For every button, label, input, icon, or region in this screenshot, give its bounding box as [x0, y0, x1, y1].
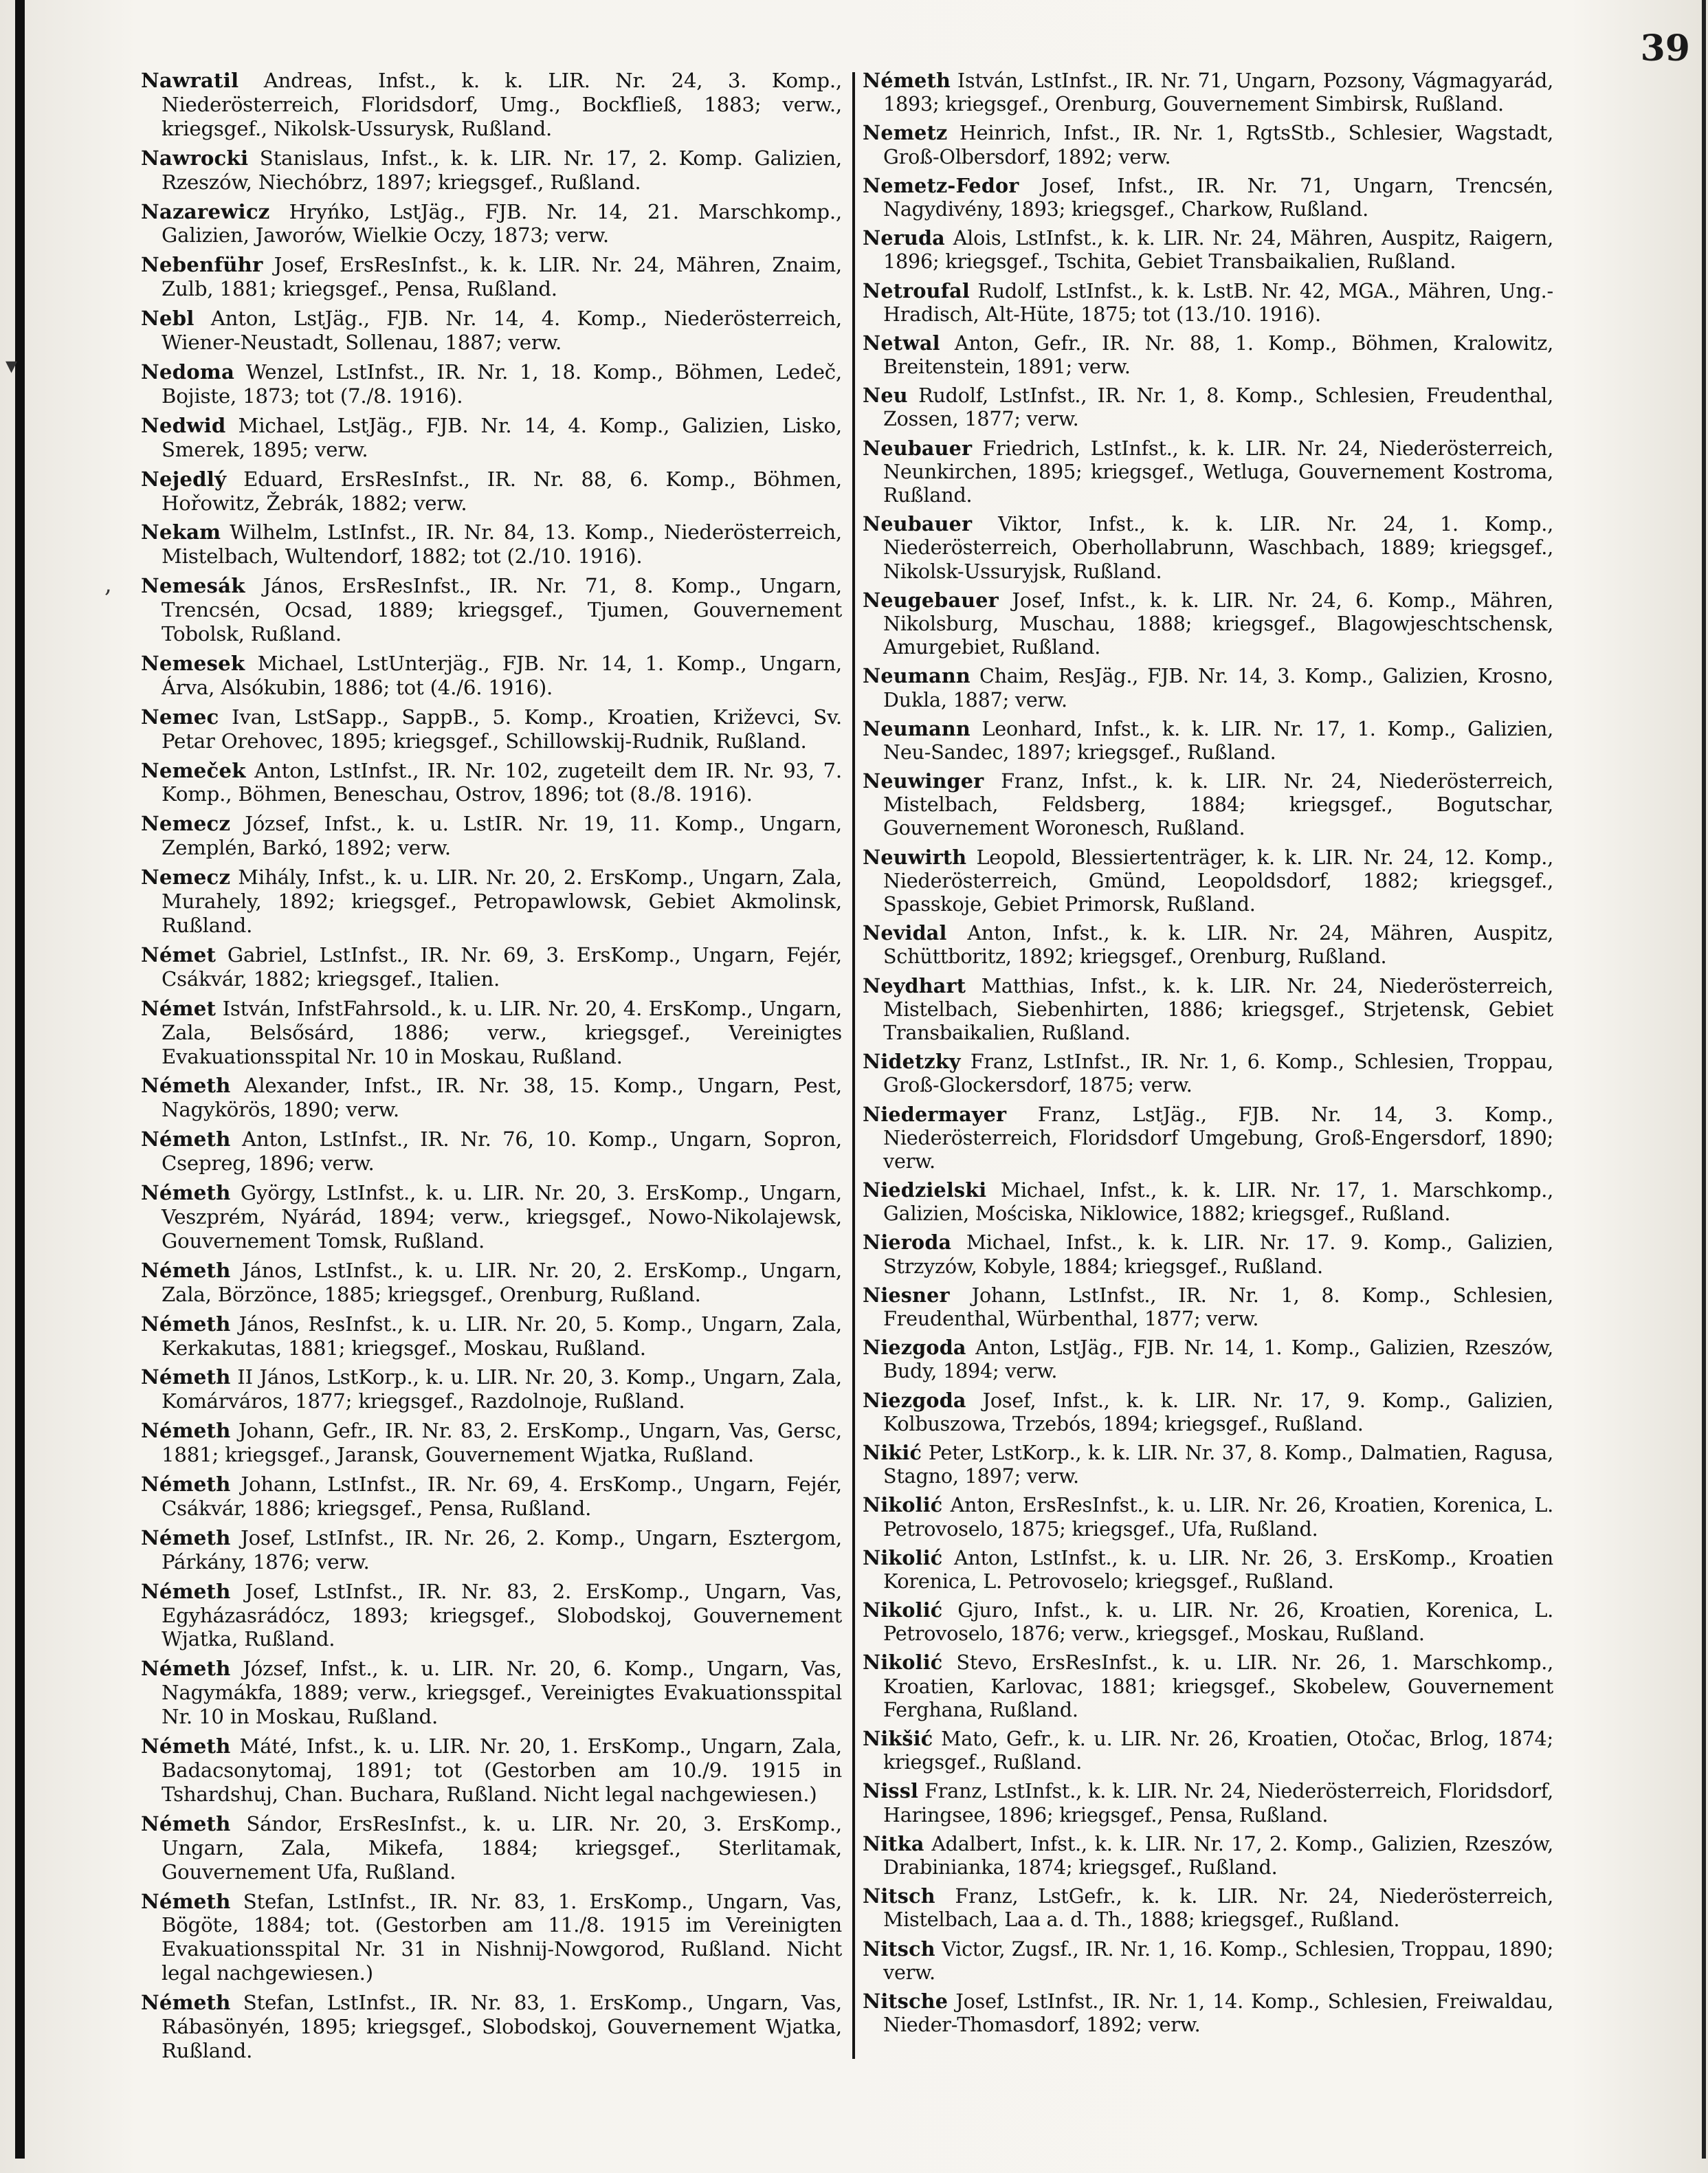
column-divider — [852, 72, 855, 2059]
entry-surname: Nikolić — [863, 1493, 943, 1517]
entry-surname: Neruda — [863, 226, 945, 250]
entry-details: Ivan, LstSapp., SappB., 5. Komp., Kroatien, Križevci, Sv. Petar Orehovec, 1895; kriegsgef., Schillowskij-Rudnik, Rußland. — [162, 705, 842, 753]
entry-details: Heinrich, Infst., IR. Nr. 1, RgtsStb., Schlesier, Wagstadt, Groß-Olbersdorf, 1892; verw. — [883, 121, 1553, 168]
entry-surname: Niedermayer — [863, 1102, 1007, 1126]
page-number: 39 — [1640, 27, 1690, 69]
entry-surname: Németh — [863, 69, 951, 92]
entry-details: Victor, Zugsf., IR. Nr. 1, 16. Komp., Schlesien, Troppau, 1890; verw. — [883, 1937, 1553, 1984]
register-entry — [863, 921, 1553, 968]
register-entry — [863, 226, 1553, 273]
register-entry — [141, 414, 842, 462]
entry-surname: Nitsch — [863, 1937, 935, 1961]
entry-surname: Nemetz-Fedor — [863, 173, 1019, 197]
entry-surname: Nemesák — [141, 574, 245, 598]
register-entry — [863, 1283, 1553, 1330]
register-entry — [141, 1127, 842, 1176]
entry-surname: Nikić — [863, 1440, 922, 1464]
entry-details: Franz, Infst., k. k. LIR. Nr. 24, Niederösterreich, Mistelbach, Feldsberg, 1884; kriegsgef., Bogutschar, Gouvernement Woronesch, Rußland. — [883, 769, 1553, 840]
entry-details: József, Infst., k. u. LIR. Nr. 20, 6. Komp., Ungarn, Vas, Nagymákfa, 1889; verw., kriegsgef., Vereinigtes Evakuationsspital Nr. 10 in Moskau, Rußland. — [162, 1657, 842, 1729]
entry-details: Adalbert, Infst., k. k. LIR. Nr. 17, 2. Komp., Galizien, Rzeszów, Drabinianka, 1874; kriegsgef., Rußland. — [883, 1831, 1553, 1879]
entry-details: Anton, LstJäg., FJB. Nr. 14, 1. Komp., Galizien, Rzeszów, Budy, 1894; verw. — [883, 1336, 1553, 1383]
register-entry — [863, 1598, 1553, 1645]
entry-surname: Neubauer — [863, 436, 973, 460]
entry-details: József, Infst., k. u. LstIR. Nr. 19, 11. Komp., Ungarn, Zemplén, Barkó, 1892; verw. — [162, 812, 842, 860]
entry-details: Stanislaus, Infst., k. k. LIR. Nr. 17, 2. Komp. Galizien, Rzeszów, Niechóbrz, 1897; kriegsgef., Rußland. — [162, 146, 842, 194]
entry-details: János, LstInfst., k. u. LIR. Nr. 20, 2. ErsKomp., Ungarn, Zala, Börzönce, 1885; kriegsgef., Orenburg, Rußland. — [162, 1258, 842, 1306]
entry-surname: Nejedlý — [141, 467, 227, 491]
entry-details: Rudolf, LstInfst., k. k. LstB. Nr. 42, MGA., Mähren, Ung.-Hradisch, Alt-Hüte, 1875; tot (13./10. 1916). — [883, 278, 1553, 326]
register-entry — [141, 1734, 842, 1807]
entry-surname: Nedoma — [141, 360, 235, 384]
entry-details: Sándor, ErsResInfst., k. u. LIR. Nr. 20, 3. ErsKomp., Ungarn, Zala, Mikefa, 1884; kriegsgef., Sterlitamak, Gouvernement Ufa, Rußland. — [162, 1811, 842, 1884]
entry-surname: Neu — [863, 384, 908, 408]
register-entry — [863, 279, 1553, 326]
entry-details: Michael, Infst., k. k. LIR. Nr. 17. 9. Komp., Galizien, Strzyzów, Kobyle, 1884; kriegsgef., Rußland. — [883, 1231, 1553, 1278]
register-entry — [863, 1779, 1553, 1826]
register-entry — [141, 1259, 842, 1307]
register-entry — [141, 1472, 842, 1521]
register-entry — [141, 652, 842, 700]
entry-surname: Nitka — [863, 1831, 924, 1855]
entry-details: Josef, LstInfst., IR. Nr. 1, 14. Komp., Schlesien, Freiwaldau, Nieder-Thomasdorf, 1892; verw. — [883, 1989, 1553, 2037]
entry-details: Mihály, Infst., k. u. LIR. Nr. 20, 2. ErsKomp., Ungarn, Zala, Murahely, 1892; kriegsgef., Petropawlowsk, Gebiet Akmolinsk, Rußland. — [162, 865, 842, 937]
entry-surname: Nazarewicz — [141, 199, 270, 223]
register-entry — [141, 360, 842, 408]
entry-surname: Németh — [141, 1127, 231, 1151]
register-entry — [141, 69, 842, 141]
entry-details: Eduard, ErsResInfst., IR. Nr. 88, 6. Komp., Böhmen, Hořowitz, Žebrák, 1882; verw. — [162, 467, 842, 515]
entry-details: Franz, LstInfst., k. k. LIR. Nr. 24, Niederösterreich, Floridsdorf, Haringsee, 1896; kriegsgef., Pensa, Rußland. — [883, 1779, 1553, 1827]
entry-details: Gjuro, Infst., k. u. LIR. Nr. 26, Kroatien, Korenica, L. Petrovoselo, 1876; verw., kriegsgef., Moskau, Rußland. — [883, 1598, 1553, 1646]
entry-surname: Németh — [141, 1312, 231, 1336]
margin-mark: , — [104, 571, 112, 598]
register-entry — [863, 769, 1553, 840]
entry-details: János, ResInfst., k. u. LIR. Nr. 20, 5. Komp., Ungarn, Zala, Kerkakutas, 1881; kriegsgef., Moskau, Rußland. — [162, 1312, 842, 1360]
entry-details: Anton, Infst., k. k. LIR. Nr. 24, Mähren, Auspitz, Schüttboritz, 1892; kriegsgef., Orenburg, Rußland. — [883, 921, 1553, 969]
entry-details: Michael, LstUnterjäg., FJB. Nr. 14, 1. Komp., Ungarn, Árva, Alsókubin, 1886; tot (4./6. 1916). — [162, 651, 842, 699]
register-entry — [863, 1336, 1553, 1382]
entry-details: Hryńko, LstJäg., FJB. Nr. 14, 21. Marschkomp., Galizien, Jaworów, Wielkie Oczy, 1873; verw. — [162, 199, 842, 247]
entry-surname: Nieroda — [863, 1231, 952, 1255]
entry-details: Matthias, Infst., k. k. LIR. Nr. 24, Niederösterreich, Mistelbach, Siebenhirten, 1886; kriegsgef., Strjetensk, Gebiet Transbaikalien, Rußland. — [883, 973, 1553, 1044]
entry-details: Anton, LstInfst., IR. Nr. 76, 10. Komp., Ungarn, Sopron, Csepreg, 1896; verw. — [162, 1127, 842, 1176]
register-entry — [863, 1832, 1553, 1879]
entry-surname: Nemeček — [141, 758, 246, 782]
right-column — [863, 69, 1553, 2042]
register-entry — [141, 1365, 842, 1413]
entry-surname: Nikolić — [863, 1651, 943, 1675]
entry-surname: Nissl — [863, 1779, 919, 1803]
register-entry — [141, 812, 842, 860]
entry-surname: Neumann — [863, 664, 971, 688]
register-entry — [141, 943, 842, 991]
entry-details: Alexander, Infst., IR. Nr. 38, 15. Komp., Ungarn, Pest, Nagykörös, 1890; verw. — [162, 1074, 842, 1122]
register-entry — [141, 1991, 842, 2063]
entry-surname: Németh — [141, 1472, 231, 1497]
entry-surname: Nemec — [141, 705, 219, 729]
entry-details: Alois, LstInfst., k. k. LIR. Nr. 24, Mähren, Auspitz, Raigern, 1896; kriegsgef., Tschita, Gebiet Transbaikalien, Rußland. — [883, 226, 1553, 274]
margin-mark: ▾ — [5, 352, 18, 379]
entry-details: Franz, LstGefr., k. k. LIR. Nr. 24, Niederösterreich, Mistelbach, Laa a. d. Th., 1888; kriegsgef., Rußland. — [883, 1884, 1553, 1932]
entry-details: Anton, LstJäg., FJB. Nr. 14, 4. Komp., Niederösterreich, Wiener-Neustadt, Sollenau, 1887; verw. — [162, 307, 842, 355]
entry-details: Josef, Infst., IR. Nr. 71, Ungarn, Trencsén, Nagydivény, 1893; kriegsgef., Charkow, Rußland. — [883, 173, 1553, 221]
register-entry — [863, 1389, 1553, 1435]
entry-surname: Németh — [141, 1811, 231, 1835]
register-entry — [141, 1890, 842, 1986]
entry-details: Johann, Gefr., IR. Nr. 83, 2. ErsKomp., Ungarn, Vas, Gersc, 1881; kriegsgef., Jaransk, Gouvernement Wjatka, Rußland. — [162, 1419, 842, 1467]
entry-details: Anton, Gefr., IR. Nr. 88, 1. Komp., Böhmen, Kralowitz, Breitenstein, 1891; verw. — [883, 331, 1553, 379]
register-entry — [863, 1178, 1553, 1225]
entry-surname: Nikšić — [863, 1727, 933, 1750]
entry-surname: Nemetz — [863, 121, 948, 145]
register-entry — [863, 717, 1553, 764]
entry-surname: Neugebauer — [863, 588, 999, 612]
register-entry — [141, 146, 842, 195]
entry-surname: Neydhart — [863, 973, 966, 997]
entry-details: Rudolf, LstInfst., IR. Nr. 1, 8. Komp., Schlesien, Freudenthal, Zossen, 1877; verw. — [883, 384, 1553, 431]
entry-surname: Nawratil — [141, 69, 239, 92]
entry-surname: Nemesek — [141, 651, 245, 675]
register-entry — [863, 1441, 1553, 1488]
entry-details: Wenzel, LstInfst., IR. Nr. 1, 18. Komp., Böhmen, Ledeč, Bojiste, 1873; tot (7./8. 1916). — [162, 360, 842, 408]
entry-details: Josef, LstInfst., IR. Nr. 26, 2. Komp., Ungarn, Esztergom, Párkány, 1876; verw. — [162, 1525, 842, 1574]
entry-surname: Németh — [141, 1991, 231, 2015]
entry-details: Wilhelm, LstInfst., IR. Nr. 84, 13. Komp., Niederösterreich, Mistelbach, Wultendorf, 1882; tot (2./10. 1916). — [162, 520, 842, 569]
entry-surname: Netwal — [863, 331, 940, 355]
entry-details: Michael, Infst., k. k. LIR. Nr. 17, 1. Marschkomp., Galizien, Mościska, Niklowice, 1882; kriegsgef., Rußland. — [883, 1178, 1553, 1226]
register-entry — [141, 307, 842, 355]
entry-details: Máté, Infst., k. u. LIR. Nr. 20, 1. ErsKomp., Ungarn, Zala, Badacsonytomaj, 1891; tot (Gestorben am 10./9. 1915 in Tshardshuj, Chan. Buchara, Rußland. Nicht legal nachgewiesen.) — [162, 1734, 842, 1806]
register-entry — [863, 588, 1553, 659]
entry-details: Peter, LstKorp., k. k. LIR. Nr. 37, 8. Komp., Dalmatien, Ragusa, Stagno, 1897; verw. — [883, 1440, 1553, 1488]
entry-surname: Nebenführ — [141, 253, 263, 277]
register-entry — [141, 759, 842, 807]
entry-surname: Nikolić — [863, 1598, 943, 1622]
register-entry — [141, 705, 842, 753]
entry-details: István, LstInfst., IR. Nr. 71, Ungarn, Pozsony, Vágmagyarád, 1893; kriegsgef., Orenburg, Gouvernement Simbirsk, Rußland. — [883, 69, 1553, 116]
entry-details: Viktor, Infst., k. k. LIR. Nr. 24, 1. Komp., Niederösterreich, Oberhollabrunn, Waschbach, 1889; kriegsgef., Nikolsk-Ussuryjsk, Rußland. — [883, 512, 1553, 583]
register-entry — [863, 1884, 1553, 1931]
entry-details: Franz, LstJäg., FJB. Nr. 14, 3. Komp., Niederösterreich, Floridsdorf Umgebung, Groß-Engersdorf, 1890; verw. — [883, 1102, 1553, 1173]
entry-surname: Neumann — [863, 716, 971, 740]
entry-details: János, ErsResInfst., IR. Nr. 71, 8. Komp., Ungarn, Trencsén, Ocsad, 1889; kriegsgef., Tjumen, Gouvernement Tobolsk, Rußland. — [162, 574, 842, 646]
register-entry — [863, 1937, 1553, 1984]
entry-surname: Neuwinger — [863, 769, 984, 793]
entry-details: Stefan, LstInfst., IR. Nr. 83, 1. ErsKomp., Ungarn, Vas, Rábasönyén, 1895; kriegsgef., Slobodskoj, Gouvernement Wjatka, Rußland. — [162, 1991, 842, 2062]
entry-details: Franz, LstInfst., IR. Nr. 1, 6. Komp., Schlesien, Troppau, Groß-Glockersdorf, 1875; verw. — [883, 1050, 1553, 1097]
entry-surname: Niezgoda — [863, 1336, 966, 1360]
entry-surname: Netroufal — [863, 278, 970, 302]
entry-details: Leonhard, Infst., k. k. LIR. Nr. 17, 1. Komp., Galizien, Neu-Sandec, 1897; kriegsgef., Rußland. — [883, 716, 1553, 764]
register-entry — [863, 384, 1553, 430]
entry-surname: Németh — [141, 1579, 231, 1603]
register-entry — [141, 1074, 842, 1122]
entry-details: István, InfstFahrsold., k. u. LIR. Nr. 20, 4. ErsKomp., Ungarn, Zala, Belsősárd, 1886; verw., kriegsgef., Vereinigtes Evakuationsspital Nr. 10 in Moskau, Rußland. — [162, 996, 842, 1068]
entry-surname: Nawrocki — [141, 146, 249, 170]
register-entry — [141, 1657, 842, 1729]
entry-surname: Németh — [141, 1419, 231, 1443]
entry-surname: Niezgoda — [863, 1388, 966, 1412]
register-entry — [141, 1812, 842, 1884]
entry-surname: Nebl — [141, 307, 195, 331]
register-entry — [141, 467, 842, 516]
entry-surname: Németh — [141, 1074, 231, 1098]
register-entry — [863, 437, 1553, 507]
entry-details: Josef, LstInfst., IR. Nr. 83, 2. ErsKomp., Ungarn, Vas, Egyházasrádócz, 1893; kriegsgef., Slobodskoj, Gouvernement Wjatka, Rußland. — [162, 1579, 842, 1651]
register-entry — [141, 865, 842, 938]
entry-details: Johann, LstInfst., IR. Nr. 69, 4. ErsKomp., Ungarn, Fejér, Csákvár, 1886; kriegsgef., Pensa, Rußland. — [162, 1472, 842, 1520]
entry-surname: Német — [141, 942, 217, 967]
entry-surname: Nedwid — [141, 413, 226, 437]
register-entry — [863, 69, 1553, 115]
entry-details: Josef, Infst., k. k. LIR. Nr. 17, 9. Komp., Galizien, Kolbuszowa, Trzebós, 1894; kriegsgef., Rußland. — [883, 1388, 1553, 1435]
register-entry — [141, 520, 842, 569]
entry-surname: Németh — [141, 1365, 231, 1389]
entry-details: Andreas, Infst., k. k. LIR. Nr. 24, 3. Komp., Niederösterreich, Floridsdorf, Umg., Bockfließ, 1883; verw., kriegsgef., Nikolsk-Ussurysk, Rußland. — [162, 69, 842, 140]
register-entry — [863, 1651, 1553, 1721]
entry-details: Mato, Gefr., k. u. LIR. Nr. 26, Kroatien, Otočac, Brlog, 1874; kriegsgef., Rußland. — [883, 1727, 1553, 1774]
register-entry — [141, 1312, 842, 1360]
entry-details: Stefan, LstInfst., IR. Nr. 83, 1. ErsKomp., Ungarn, Vas, Bögöte, 1884; tot. (Gestorben am 11./8. 1915 im Vereinigten Evakuationsspital Nr. 31 in Nishnij-Nowgorod, Rußland. Nicht legal nachgewiesen.) — [162, 1889, 842, 1985]
entry-surname: Németh — [141, 1258, 231, 1282]
register-entry — [863, 121, 1553, 168]
entry-details: Leopold, Blessiertenträger, k. k. LIR. Nr. 24, 12. Komp., Niederösterreich, Gmünd, Leopoldsdorf, 1882; kriegsgef., Spasskoje, Gebiet Primorsk, Rußland. — [883, 845, 1553, 916]
entry-surname: Németh — [141, 1889, 231, 1913]
entry-details: Michael, LstJäg., FJB. Nr. 14, 4. Komp., Galizien, Lisko, Smerek, 1895; verw. — [162, 413, 842, 461]
entry-details: Stevo, ErsResInfst., k. u. LIR. Nr. 26, 1. Marschkomp., Kroatien, Karlovac, 1881; kriegsgef., Skobelew, Gouvernement Ferghana, Rußland. — [883, 1651, 1553, 1721]
entry-surname: Nevidal — [863, 921, 947, 945]
register-entry — [863, 331, 1553, 378]
entry-details: Chaim, ResJäg., FJB. Nr. 14, 3. Komp., Galizien, Krosno, Dukla, 1887; verw. — [883, 664, 1553, 712]
register-entry — [141, 200, 842, 248]
entry-surname: Nitsche — [863, 1989, 949, 2013]
entry-details: Friedrich, LstInfst., k. k. LIR. Nr. 24, Niederösterreich, Neunkirchen, 1895; kriegsgef., Wetluga, Gouvernement Kostroma, Rußland. — [883, 436, 1553, 507]
register-entry — [863, 1493, 1553, 1540]
register-entry — [863, 1103, 1553, 1173]
left-column — [141, 69, 842, 2069]
entry-details: Anton, LstInfst., IR. Nr. 102, zugeteilt dem IR. Nr. 93, 7. Komp., Böhmen, Beneschau, Ostrov, 1896; tot (8./8. 1916). — [162, 758, 842, 806]
register-entry — [141, 574, 842, 646]
entry-details: Josef, Infst., k. k. LIR. Nr. 24, 6. Komp., Mähren, Nikolsburg, Muschau, 1888; kriegsgef., Blagowjeschtschensk, Amurgebiet, Rußland. — [883, 588, 1553, 659]
register-entry — [863, 664, 1553, 711]
entry-surname: Nemecz — [141, 812, 231, 836]
register-entry — [141, 997, 842, 1069]
entry-surname: Nemecz — [141, 865, 231, 890]
entry-surname: Niedzielski — [863, 1178, 987, 1202]
entry-surname: Nidetzky — [863, 1050, 961, 1074]
entry-details: Anton, LstInfst., k. u. LIR. Nr. 26, 3. ErsKomp., Kroatien Korenica, L. Petrovoselo; kriegsgef., Rußland. — [883, 1545, 1553, 1593]
entry-details: Anton, ErsResInfst., k. u. LIR. Nr. 26, Kroatien, Korenica, L. Petrovoselo, 1875; kriegsgef., Ufa, Rußland. — [883, 1493, 1553, 1541]
register-entry — [141, 1419, 842, 1467]
entry-details: Josef, ErsResInfst., k. k. LIR. Nr. 24, Mähren, Znaim, Zulb, 1881; kriegsgef., Pensa, Rußland. — [162, 253, 842, 301]
register-entry — [863, 1050, 1553, 1096]
register-entry — [863, 1727, 1553, 1774]
register-entry — [863, 174, 1553, 221]
entry-surname: Nikolić — [863, 1545, 943, 1569]
entry-details: György, LstInfst., k. u. LIR. Nr. 20, 3. ErsKomp., Ungarn, Veszprém, Nyárád, 1894; verw., kriegsgef., Nowo-Nikolajewsk, Gouvernement Tomsk, Rußland. — [162, 1181, 842, 1253]
entry-surname: Neuwirth — [863, 845, 967, 869]
entry-details: Johann, LstInfst., IR. Nr. 1, 8. Komp., Schlesien, Freudenthal, Würbenthal, 1877; verw. — [883, 1283, 1553, 1330]
entry-surname: Nitsch — [863, 1884, 935, 1908]
entry-details: II János, LstKorp., k. u. LIR. Nr. 20, 3. Komp., Ungarn, Zala, Komárváros, 1877; kriegsgef., Razdolnoje, Rußland. — [162, 1365, 842, 1413]
entry-surname: Németh — [141, 1657, 231, 1681]
entry-surname: Niesner — [863, 1283, 950, 1307]
entry-surname: Neubauer — [863, 512, 973, 536]
register-entry — [141, 1526, 842, 1574]
register-entry — [141, 1181, 842, 1253]
entry-surname: Németh — [141, 1181, 231, 1205]
entry-details: Gabriel, LstInfst., IR. Nr. 69, 3. ErsKomp., Ungarn, Fejér, Csákvár, 1882; kriegsgef., Italien. — [162, 942, 842, 991]
register-entry — [863, 1546, 1553, 1593]
entry-surname: Német — [141, 996, 217, 1020]
register-entry — [863, 1989, 1553, 2036]
entry-surname: Németh — [141, 1734, 231, 1758]
entry-surname: Nekam — [141, 520, 221, 544]
register-entry — [863, 974, 1553, 1045]
register-entry — [863, 846, 1553, 916]
register-entry — [863, 1231, 1553, 1277]
register-entry — [141, 253, 842, 301]
register-entry — [141, 1580, 842, 1652]
entry-surname: Németh — [141, 1525, 231, 1549]
register-entry — [863, 512, 1553, 583]
